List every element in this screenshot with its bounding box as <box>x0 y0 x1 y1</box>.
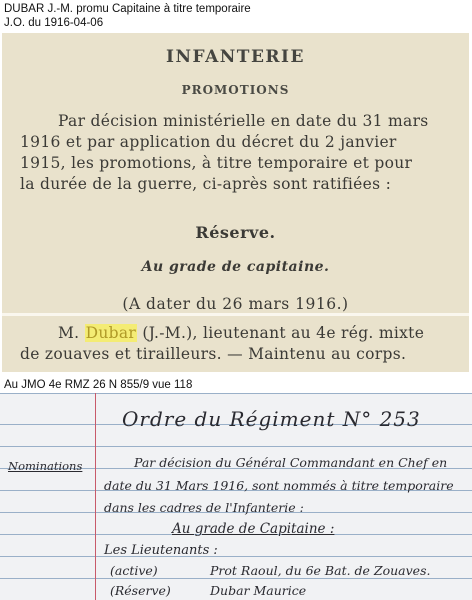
caption-title: DUBAR J.-M. promu Capitaine à titre temporaire <box>4 3 251 15</box>
effective-date: (A dater du 26 mars 1916.) <box>122 295 349 313</box>
margin-label: Nominations <box>8 459 83 473</box>
scan-fold-line <box>2 313 469 316</box>
register-line: date du 31 Mars 1916, sont nommés à titre temporaire <box>104 478 454 493</box>
register-margin-line <box>95 393 96 600</box>
entry-name: Prot Raoul, du 6e Bat. de Zouaves. <box>210 563 431 578</box>
journal-officiel-scan <box>2 33 469 372</box>
reserve-heading: Réserve. <box>195 223 276 242</box>
register-lieutenants: Les Lieutenants : <box>104 543 218 558</box>
caption-source: J.O. du 1916-04-06 <box>4 17 104 29</box>
entry-status: (Réserve) <box>110 583 171 598</box>
grade-heading: Au grade de capitaine. <box>141 259 330 275</box>
caption-jmo: Au JMO 4e RMZ 26 N 855/9 vue 118 <box>4 379 193 391</box>
section-title: INFANTERIE <box>166 47 305 67</box>
highlighted-name: Dubar <box>85 324 137 342</box>
register-heading: Ordre du Régiment N° 253 <box>122 407 421 431</box>
paragraph-line: 1916 et par application du décret du 2 janvier <box>20 133 397 151</box>
regiment-register-scan <box>0 393 472 600</box>
register-line: dans les cadres de l'Infanterie : <box>104 500 304 515</box>
register-grade: Au grade de Capitaine : <box>172 521 335 537</box>
paragraph-line: 1915, les promotions, à titre temporaire et pour <box>20 154 413 172</box>
entry-status: (active) <box>110 563 158 578</box>
notice-rest: (J.-M.), lieutenant au 4e rég. mixte <box>142 324 425 342</box>
paragraph-line: Par décision ministérielle en date du 31 mars <box>58 112 429 130</box>
register-line: Par décision du Général Commandant en Chef en <box>134 455 448 470</box>
section-subtitle: PROMOTIONS <box>181 83 290 97</box>
entry-name: Dubar Maurice <box>210 583 307 598</box>
notice-line-2: de zouaves et tirailleurs. — Maintenu au corps. <box>20 345 407 363</box>
notice-line <box>58 323 458 344</box>
notice-prefix: M. <box>58 324 80 342</box>
paragraph-line: la durée de la guerre, ci-après sont ratifiées : <box>20 175 392 193</box>
